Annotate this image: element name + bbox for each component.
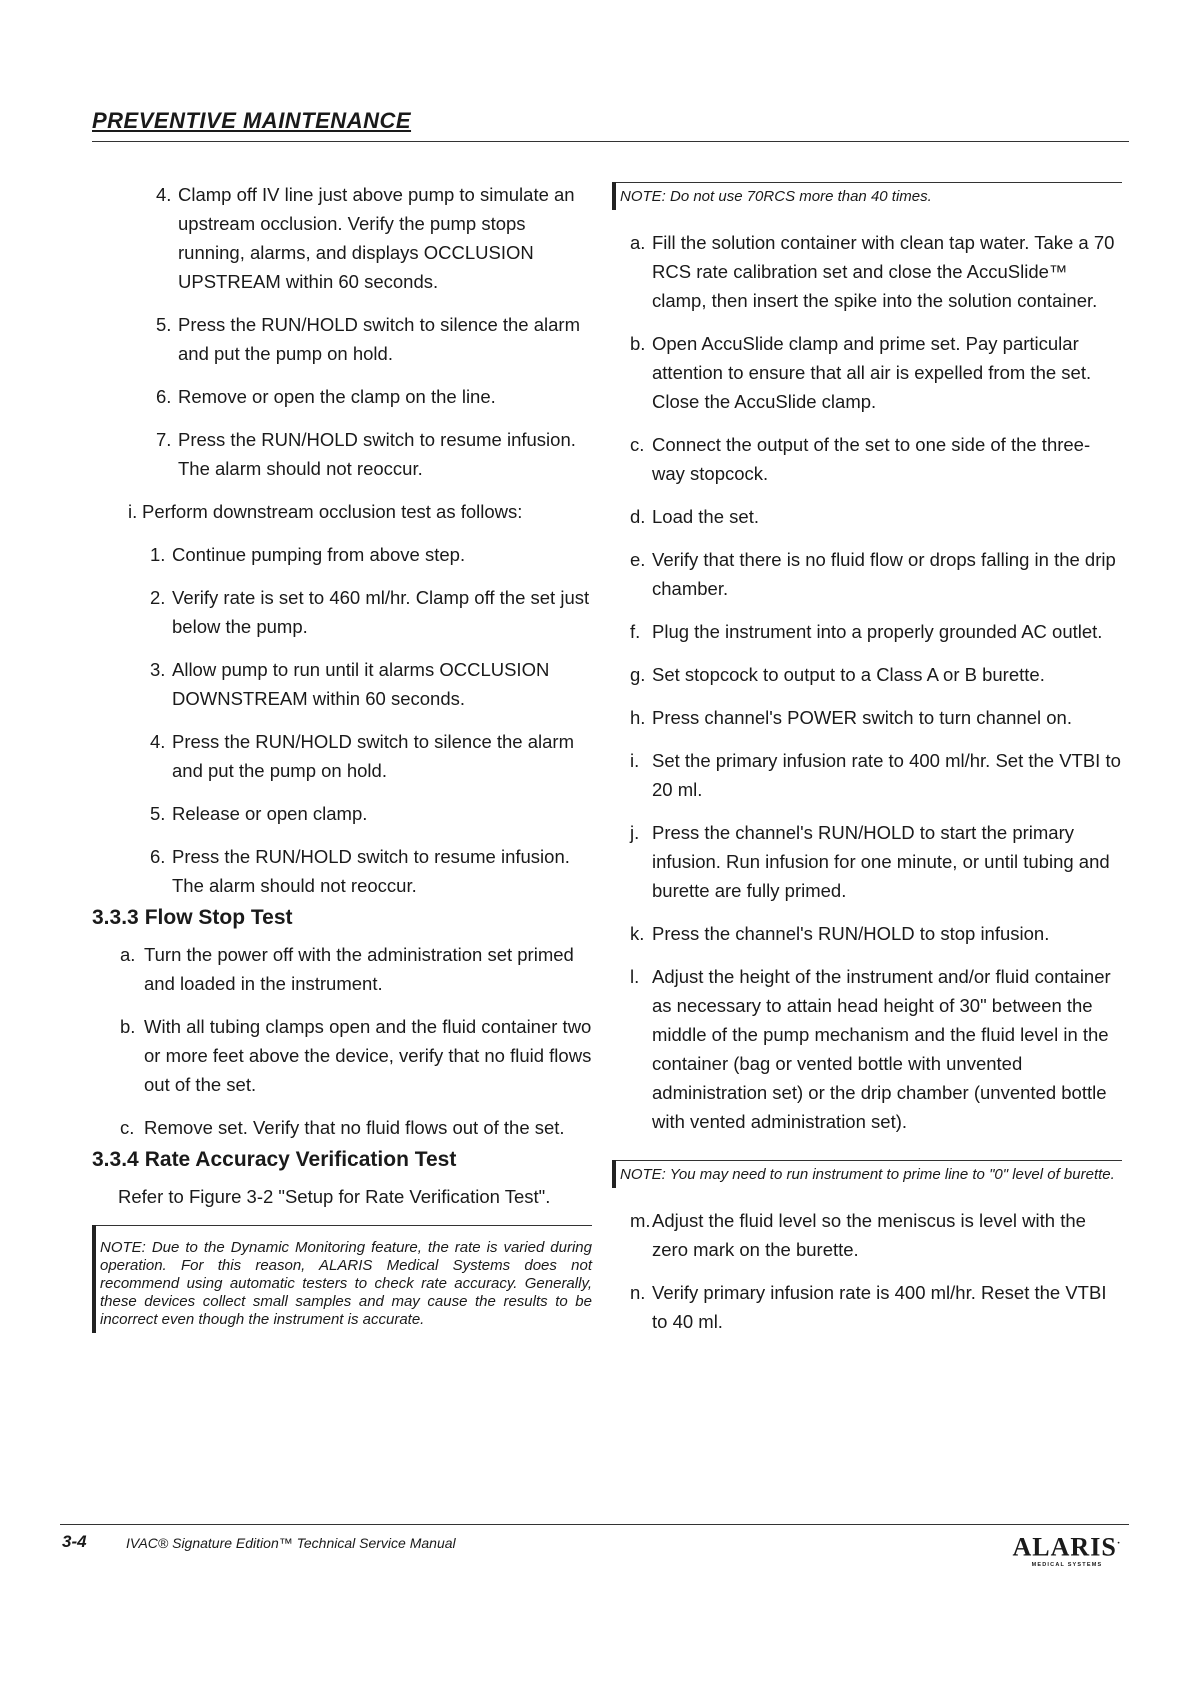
- note-prime-line: NOTE: You may need to run instrument to prime line to "0" level of burette.: [612, 1160, 1122, 1188]
- page-number: 3-4: [62, 1532, 87, 1551]
- alaris-logo: ALARIS· MEDICAL SYSTEMS: [1012, 1532, 1122, 1568]
- list-item: c. Remove set. Verify that no fluid flows out of the set.: [120, 1117, 565, 1138]
- section-heading-rate-accuracy: 3.3.4 Rate Accuracy Verification Test: [92, 1148, 457, 1171]
- list-item: n. Verify primary infusion rate is 400 ml/hr. Reset the VTBI to 40 ml.: [630, 1282, 1107, 1332]
- note-rule: [616, 1160, 1122, 1161]
- list-item: 5. Press the RUN/HOLD switch to silence the alarm and put the pump on hold.: [156, 314, 580, 364]
- list-item: 4. Press the RUN/HOLD switch to silence the alarm and put the pump on hold.: [150, 731, 574, 781]
- manual-title: IVAC® Signature Edition™ Technical Service Manual: [126, 1535, 456, 1551]
- list-item: c. Connect the output of the set to one side of the three-way stopcock.: [630, 434, 1091, 484]
- list-item: i. Set the primary infusion rate to 400 ml/hr. Set the VTBI to 20 ml.: [630, 750, 1121, 800]
- list-item: 2. Verify rate is set to 460 ml/hr. Clamp off the set just below the pump.: [150, 587, 590, 637]
- footer-divider: [60, 1524, 1129, 1525]
- list-item: j. Press the channel's RUN/HOLD to start the primary infusion. Run infusion for one minute, or until tubing and burette are fully primed.: [630, 822, 1110, 901]
- section-heading-flow-stop: 3.3.3 Flow Stop Test: [92, 906, 293, 929]
- note-rule: [616, 182, 1122, 183]
- list-item: 6. Remove or open the clamp on the line.: [156, 386, 496, 407]
- logo-subtitle: MEDICAL SYSTEMS: [1031, 1561, 1103, 1568]
- logo-wordmark: ALARIS: [1012, 1532, 1117, 1562]
- list-item: 3. Allow pump to run until it alarms OCCLUSION DOWNSTREAM within 60 seconds.: [150, 659, 550, 709]
- list-item: i. Perform downstream occlusion test as follows:: [128, 501, 523, 522]
- list-item: 5. Release or open clamp.: [150, 803, 368, 824]
- right-column: [612, 180, 1122, 1350]
- list-item: h. Press channel's POWER switch to turn channel on.: [630, 707, 1072, 728]
- list-item: f. Plug the instrument into a properly grounded AC outlet.: [630, 621, 1103, 642]
- list-item: e. Verify that there is no fluid flow or drops falling in the drip chamber.: [630, 549, 1116, 599]
- list-item: l. Adjust the height of the instrument and/or fluid container as necessary to attain head height of 30" between the middle of the pump mechanism and the fluid level in the container (bag or vented bottle with unvented administration set) or the drip chamber (unvented bottle with vented administration set).: [630, 966, 1111, 1132]
- upstream-steps: [92, 180, 592, 483]
- left-column: [92, 180, 592, 1333]
- list-item: m. Adjust the fluid level so the meniscus is level with the zero mark on the burette.: [630, 1210, 1086, 1260]
- list-item: 7. Press the RUN/HOLD switch to resume infusion. The alarm should not reoccur.: [156, 429, 576, 479]
- list-item: b. Open AccuSlide clamp and prime set. Pay particular attention to ensure that all air is expelled from the set. Close the AccuSlide clamp.: [630, 333, 1092, 412]
- list-item: a. Turn the power off with the administration set primed and loaded in the instrument.: [120, 944, 574, 994]
- note-rule: [96, 1225, 592, 1226]
- list-item: b. With all tubing clamps open and the fluid container two or more feet above the device, verify that no fluid flows out of the set.: [120, 1016, 592, 1095]
- list-item: d. Load the set.: [630, 506, 759, 527]
- list-item: k. Press the channel's RUN/HOLD to stop infusion.: [630, 923, 1050, 944]
- running-header: PREVENTIVE MAINTENANCE: [92, 108, 412, 133]
- header-divider: [92, 141, 1129, 142]
- note-70rcs: NOTE: Do not use 70RCS more than 40 times.: [612, 182, 1122, 210]
- note-dynamic-monitoring: NOTE: Due to the Dynamic Monitoring feature, the rate is varied during operation. For this reason, ALARIS Medical Systems does not recommend using automatic testers to check rate accuracy. Generally, these devices collect small samples and may cause the results to be incorrect even though the instrument is accurate.: [92, 1225, 592, 1333]
- list-item: 6. Press the RUN/HOLD switch to resume infusion. The alarm should not reoccur.: [150, 846, 570, 896]
- list-item: a. Fill the solution container with clean tap water. Take a 70 RCS rate calibration set and close the AccuSlide™ clamp, then insert the spike into the solution container.: [630, 232, 1115, 311]
- rate-verification-intro: Refer to Figure 3-2 "Setup for Rate Verification Test".: [118, 1186, 551, 1207]
- list-item: g. Set stopcock to output to a Class A or B burette.: [630, 664, 1045, 685]
- list-item: 4. Clamp off IV line just above pump to simulate an upstream occlusion. Verify the pump stops running, alarms, and displays OCCLUSION UPSTREAM within 60 seconds.: [156, 184, 575, 292]
- downstream-steps: [92, 540, 592, 900]
- list-item: 1. Continue pumping from above step.: [150, 544, 466, 565]
